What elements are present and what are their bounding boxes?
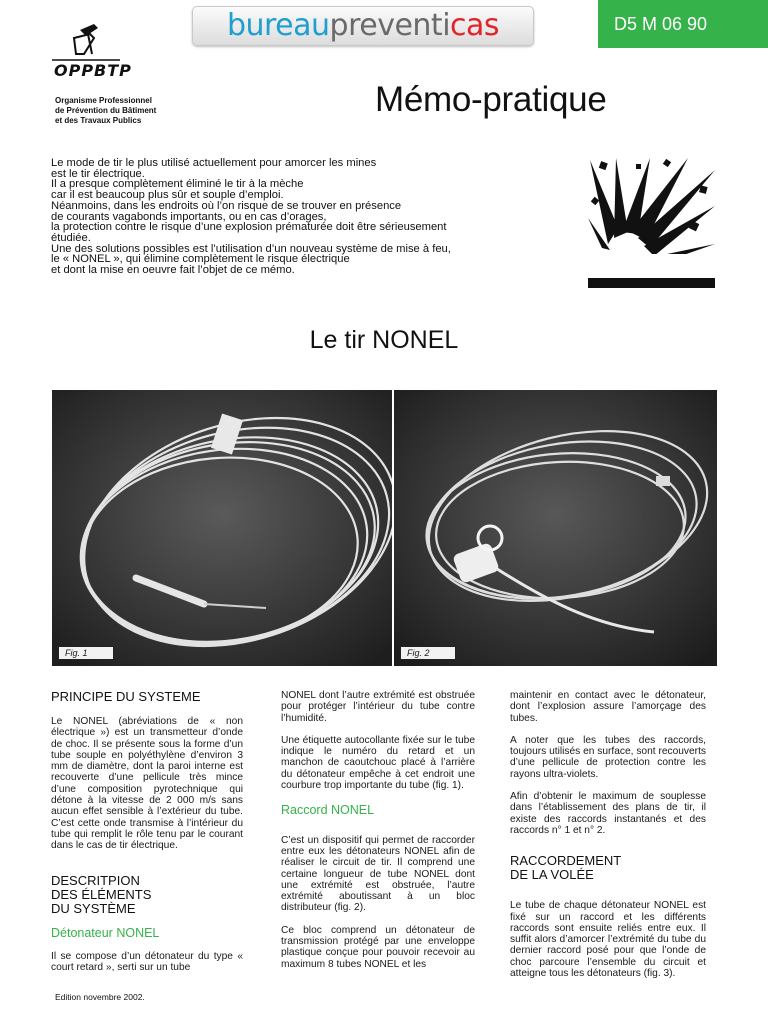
paragraph: Une étiquette autocollante fixée sur le tube indique le numéro du retard et un manchon de caoutchouc placé à l’arrière du détonateur empêche à cet endroit une courbure trop importante du tube (fig. 1).	[281, 734, 475, 792]
intro-line: de courants vagabonds importants, ou en cas d’orages,	[51, 210, 327, 223]
paragraph: A noter que les tubes des raccords, toujours utilisés en surface, sont recouverts d’une pellicule de protection contre les rayons ultra-violets.	[510, 734, 706, 780]
intro-line: Il a presque complètement éliminé le tir à la mèche	[51, 178, 304, 191]
paragraph: Le tube de chaque détonateur NONEL est fixé sur un raccord et les différents raccords sont ensuite reliés entre eux. Il suffit alors d’amorcer l’extrémité du tube du dernier raccord posé pour que l’onde de choc parcoure l’ensemble du circuit et atteigne tous les détonateurs (fig. 3).	[510, 900, 706, 980]
brand-part-3: cas	[450, 8, 500, 43]
intro-line: le « NONEL », qui élimine complètement le risque électrique	[51, 253, 350, 266]
figure-2-photo	[394, 390, 717, 666]
intro-line: est le tir électrique.	[51, 167, 145, 180]
intro-line: et dont la mise en oeuvre fait l’objet de ce mémo.	[51, 264, 295, 277]
paragraph: NONEL dont l’autre extrémité est obstruée pour protéger l’intérieur du tube contre l’humidité.	[281, 690, 475, 724]
subheading-raccord: Raccord NONEL	[281, 803, 375, 818]
intro-line: étudiée.	[51, 231, 91, 244]
document-title: Mémo-pratique	[375, 80, 607, 119]
edition-footer: Edition novembre 2002.	[55, 992, 145, 1002]
intro-line: car il est beaucoup plus sûr et souple d’emploi.	[51, 189, 284, 202]
intro-line: Le mode de tir le plus utilisé actuellement pour amorcer les mines	[51, 157, 377, 169]
intro-text	[51, 158, 486, 276]
intro-line: Néanmoins, dans les endroits où l’on risque de se trouver en présence	[51, 199, 402, 212]
brand-part-1: bureau	[226, 8, 330, 43]
heading-line: DES ÉLÉMENTS	[51, 886, 152, 902]
intro-line: la protection contre le risque d’une explosion prématurée doit être sérieusement	[51, 221, 447, 234]
column-2	[281, 690, 475, 981]
heading-line: RACCORDEMENT	[510, 853, 622, 869]
paragraph: Afin d’obtenir le maximum de souplesse dans l’établissement des plans de tir, il existe des raccords instantanés et des raccords n° 1 et n° 2.	[510, 791, 706, 836]
heading-line: DU SYSTÈME	[51, 900, 136, 916]
reference-badge: D5 M 06 90	[598, 0, 768, 48]
figure-1-photo	[52, 390, 392, 666]
explosive-hazard-icon	[588, 158, 715, 288]
paragraph: Le NONEL (abréviations de « non électrique ») est un transmetteur d’onde de choc. Il se présente sous la forme d’un tube souple en polyéthylène d’environ 3 mm de diamètre, dont la paroi interne est recouverte d’une pellicule très mince d’une composition pyrotechnique qui détone à la vitesse de 2 000 m/s sans aucun effet sensible à l’extérieur du tube. C’est cette onde transmise à l’intérieur du tube qui remplit le rôle tenu par le courant dans le cas de tir électrique.	[51, 716, 243, 852]
intro-line: Une des solutions possibles est l’utilisation d’un nouveau système de mise à feu,	[51, 242, 451, 255]
brand-part-2: preventi	[329, 8, 451, 43]
paragraph: maintenir en contact avec le détonateur, dont l’explosion assure l’amorçage des tubes.	[510, 690, 706, 724]
heading-line: DE LA VOLÉE	[510, 867, 594, 883]
heading-principe: PRINCIPE DU SYSTEME	[51, 689, 201, 704]
organisation-name	[55, 96, 156, 126]
paragraph: C’est un dispositif qui permet de raccorder entre eux les détonateurs NONEL afin de réaliser le circuit de tir. Il comprend une certaine longueur de tube NONEL dont une extrémité est obstruée, l’autre extrémité aboutissant à un bloc distributeur (fig. 2).	[281, 834, 475, 914]
heading-description	[51, 874, 243, 916]
org-line: de Prévention du Bâtiment	[55, 106, 157, 115]
section-title: Le tir NONEL	[309, 326, 459, 354]
logo-text: OPPBTP	[54, 61, 132, 80]
subheading-detonateur: Détonateur NONEL	[51, 925, 160, 940]
column-1	[51, 690, 243, 984]
figure-label: Fig. 1	[58, 646, 114, 660]
figure-label: Fig. 2	[400, 646, 456, 660]
heading-line: DESCRITPION	[51, 872, 140, 888]
brand-banner	[192, 6, 534, 46]
heading-raccordement	[510, 854, 706, 882]
column-3	[510, 690, 706, 990]
paragraph: Ce bloc comprend un détonateur de transmission protégé par une enveloppe plastique conçue pour pouvoir recevoir au maximum 8 tubes NONEL et les	[281, 924, 475, 970]
org-line: Organisme Professionnel	[55, 96, 152, 105]
org-line: et des Travaux Publics	[55, 116, 142, 125]
paragraph: Il se compose d’un détonateur du type « court retard », serti sur un tube	[51, 950, 243, 974]
